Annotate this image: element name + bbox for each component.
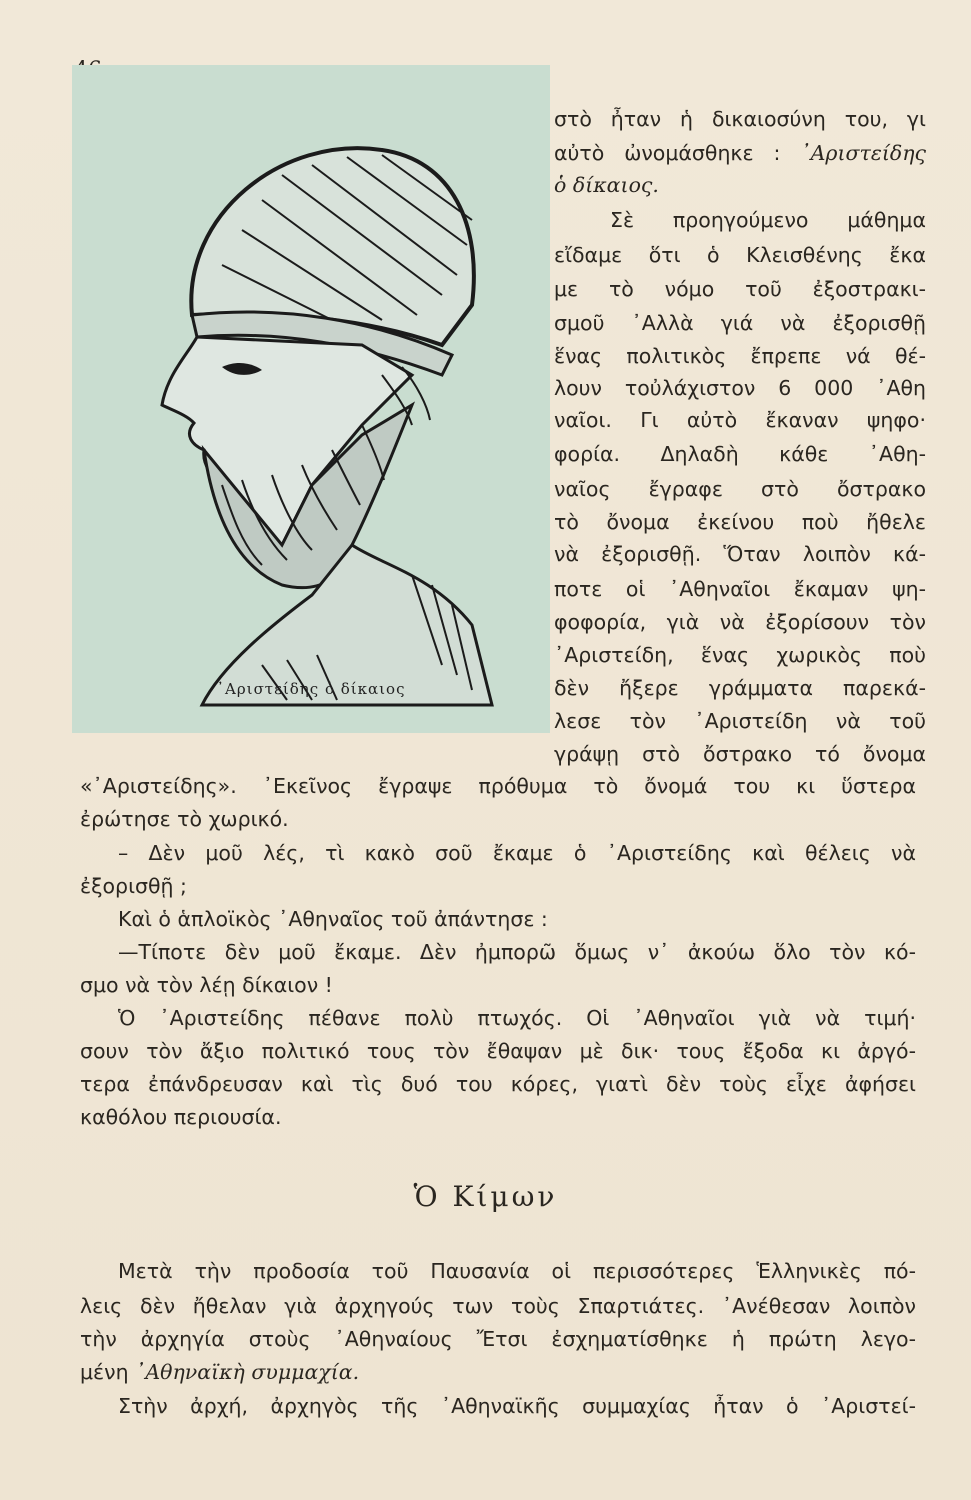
text-line: στὸ ἦταν ἡ δικαιοσύνη του, γι: [554, 107, 926, 131]
text-line: τὸ ὄνομα ἐκείνου ποὺ ἤθελε: [554, 510, 926, 534]
text-line: ἐξορισθῇ ;: [80, 874, 187, 898]
portrait-illustration: [112, 105, 512, 715]
text-line: [554, 172, 926, 198]
text-line: γράψῃ στὸ ὄστρακο τό ὄνομα: [554, 742, 926, 766]
text-line: Σὲ προηγούμενο μάθημα: [610, 208, 926, 232]
text-line: τὴν ἀρχηγία στοὺς ᾿Αθηναίους Ἔτσι ἐσχηματίσθηκε ἡ πρώτη λεγο-: [80, 1327, 916, 1351]
emphasis-term: ᾿Αθηναϊκὴ συμμαχία.: [135, 1360, 360, 1384]
text-line: Καὶ ὁ ἁπλοϊκὸς ᾿Αθηναῖος τοῦ ἀπάντησε :: [118, 907, 548, 931]
text-line: δὲν ἤξερε γράμματα παρεκά-: [554, 676, 926, 700]
text-line: ἕνας πολιτικὸς ἔπρεπε νά θέ-: [554, 344, 926, 368]
text-line: [80, 1359, 916, 1385]
text-line: φοφορία, γιὰ νὰ ἐξορίσουν τὸν: [554, 610, 926, 634]
text-line: ναῖος ἔγραφε στὸ ὄστρακο: [554, 477, 926, 501]
text-line: Ὁ ᾿Αριστείδης πέθανε πολὺ πτωχός. Οἱ ᾿Αθηναῖοι γιὰ νὰ τιμή·: [118, 1006, 916, 1030]
text-line: ᾿Αριστείδη, ἕνας χωρικὸς ποὺ: [554, 643, 926, 667]
text-line: σμο νὰ τὸν λέῃ δίκαιον !: [80, 973, 333, 997]
text-line: λουν τοὐλάχιστον 6 000 ᾿Αθη: [554, 376, 926, 400]
text-line: σουν τὸν ἄξιο πολιτικό τους τὸν ἔθαψαν μὲ δικ· τους ἔξοδα κι ἀργό-: [80, 1039, 916, 1063]
text-line: νὰ ἐξορισθῇ. Ὅταν λοιπὸν κά-: [554, 542, 926, 566]
text-line: ποτε οἱ ᾿Αθηναῖοι ἔκαμαν ψη-: [554, 577, 926, 601]
text-line: [554, 140, 926, 166]
text-line: ναῖοι. Γι αὐτὸ ἔκαναν ψηφο·: [554, 408, 926, 432]
text-span: αὐτὸ ὠνομάσθηκε :: [554, 141, 801, 165]
text-line: με τὸ νόμο τοῦ ἐξοστρακι-: [554, 277, 926, 301]
text-span: μένη: [80, 1360, 136, 1384]
text-line: Στὴν ἀρχή, ἀρχηγὸς τῆς ᾿Αθηναϊκῆς συμμαχίας ἦταν ὁ ᾿Αριστεί-: [118, 1394, 916, 1418]
text-line: σμοῦ ᾿Αλλὰ γιά νὰ ἐξορισθῇ: [554, 311, 926, 335]
section-title: Ὁ Κίμων: [413, 1180, 558, 1213]
text-line: λεις δὲν ἤθελαν γιὰ ἀρχηγούς των τοὺς Σπαρτιάτες. ᾿Ανέθεσαν λοιπὸν: [80, 1294, 916, 1318]
figure-aristeides: [72, 65, 550, 733]
emphasis-epithet: ὁ δίκαιος.: [554, 173, 659, 197]
text-line: φορία. Δηλαδὴ κάθε ᾿Αθη-: [554, 442, 926, 466]
text-line: εἴδαμε ὅτι ὁ Κλεισθένης ἔκα: [554, 243, 926, 267]
figure-caption: ᾿Αριστείδης ὁ δίκαιος: [216, 680, 406, 698]
text-line: καθόλου περιουσία.: [80, 1105, 282, 1129]
text-line: —Τίποτε δὲν μοῦ ἔκαμε. Δὲν ἠμπορῶ ὅμως ν᾿ ἀκούω ὅλο τὸν κό-: [118, 940, 916, 964]
text-line: τερα ἐπάνδρευσαν καὶ τὶς δυό του κόρες, γιατὶ δὲν τοὺς εἶχε ἀφήσει: [80, 1072, 916, 1096]
emphasis-name: ᾿Αριστείδης: [800, 141, 926, 165]
text-line: «᾿Αριστείδης». ᾿Εκεῖνος ἔγραψε πρόθυμα τὸ ὄνομά του κι ὕστερα: [80, 774, 916, 798]
text-line: – Δὲν μοῦ λές, τὶ κακὸ σοῦ ἔκαμε ὁ ᾿Αριστείδης καὶ θέλεις νὰ: [118, 841, 916, 865]
text-line: λεσε τὸν ᾿Αριστείδη νὰ τοῦ: [554, 709, 926, 733]
text-line: ἐρώτησε τὸ χωρικό.: [80, 807, 289, 831]
text-line: Μετὰ τὴν προδοσία τοῦ Παυσανία οἱ περισσότερες Ἑλληνικὲς πό-: [118, 1259, 916, 1283]
